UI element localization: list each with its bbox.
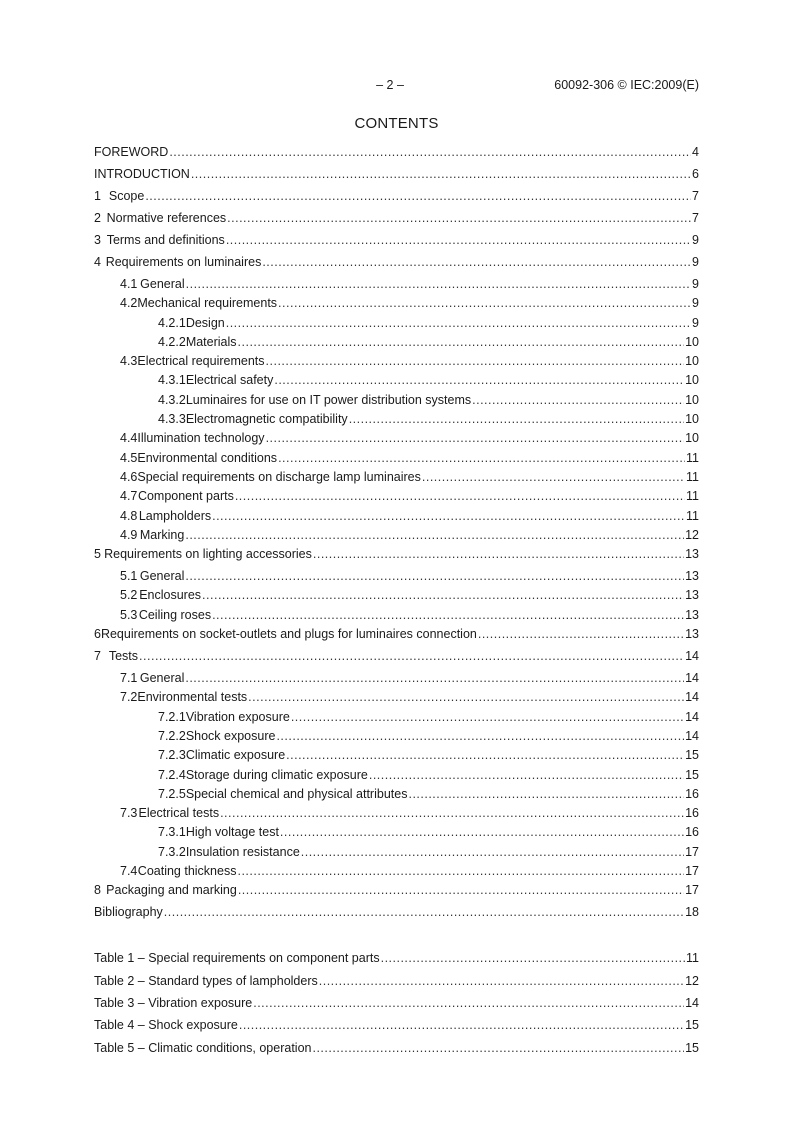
toc-entry-page: 9	[692, 315, 699, 330]
toc-entry-number: 5.1	[120, 569, 138, 584]
toc-entry-page: 9	[692, 255, 699, 269]
toc-entry-page: 4	[692, 145, 699, 159]
dot-leader	[313, 547, 684, 561]
dot-leader	[422, 470, 685, 484]
list-of-tables-entry[interactable]	[94, 996, 699, 1018]
dot-leader	[381, 951, 685, 965]
toc-entry-page: 11	[686, 489, 699, 504]
toc-entry-page: 11	[686, 508, 699, 523]
toc-entry[interactable]	[94, 547, 699, 569]
toc-entry[interactable]	[94, 211, 699, 233]
toc-entry-label: Scope	[108, 189, 145, 203]
list-of-tables-entry[interactable]	[94, 974, 699, 996]
document-reference: 60092-306 © IEC:2009(E)	[554, 78, 699, 92]
toc-entry-label: High voltage test	[185, 825, 279, 840]
dot-leader	[226, 316, 691, 330]
toc-entry-label: Bibliography	[94, 905, 163, 920]
toc-entry-number: 4.8	[120, 508, 138, 523]
toc-entry-page: 11	[686, 469, 699, 484]
toc-entry-label: Coating thickness	[137, 864, 237, 879]
toc-entry-label: Insulation resistance	[185, 844, 300, 859]
dot-leader	[319, 974, 684, 988]
toc-entry-number: 7.3	[120, 806, 138, 821]
toc-entry-label: Illumination technology	[137, 431, 265, 446]
toc-entry-label: Electrical safety	[185, 373, 274, 388]
toc-entry[interactable]	[94, 883, 699, 905]
toc-entry[interactable]	[94, 470, 699, 489]
table-entry-page: 12	[685, 973, 699, 988]
toc-entry-page: 6	[692, 167, 699, 181]
toc-entry-label: Shock exposure	[185, 728, 276, 743]
toc-entry-number: 4.5	[120, 450, 138, 465]
toc-entry-label: Ceiling roses	[138, 607, 212, 622]
toc-entry-page: 16	[685, 806, 699, 821]
toc-entry-page: 13	[685, 588, 699, 603]
toc-entry-number: 4.6	[120, 469, 138, 484]
toc-entry-label: Vibration exposure	[185, 709, 290, 724]
table-entry-page: 15	[685, 1018, 699, 1033]
dot-leader	[238, 883, 684, 897]
toc-entry[interactable]	[94, 489, 699, 508]
toc-entry[interactable]	[94, 825, 699, 844]
toc-entry[interactable]	[94, 167, 699, 189]
toc-entry[interactable]	[94, 316, 699, 335]
section-spacer	[94, 927, 699, 951]
toc-entry-number: 7.2.5	[158, 786, 186, 801]
toc-entry[interactable]	[94, 690, 699, 709]
toc-entry-page: 17	[685, 844, 699, 859]
toc-entry-number: 8	[94, 883, 101, 898]
toc-entry-number: 4.3.2	[158, 392, 186, 407]
dot-leader	[312, 1041, 684, 1055]
table-entry-label: Table 2 – Standard types of lampholders	[94, 973, 318, 988]
toc-entry-page: 13	[685, 627, 699, 642]
toc-entry-page: 14	[685, 690, 699, 705]
toc-entry-number: 7.2	[120, 690, 138, 705]
toc-entry-page: 17	[685, 864, 699, 879]
table-entry-label: Table 1 – Special requirements on component parts	[94, 951, 380, 966]
toc-entry-label: Tests	[108, 649, 139, 664]
dot-leader	[191, 167, 691, 181]
toc-entry-label: General	[139, 671, 185, 686]
toc-entry-page: 10	[685, 431, 699, 446]
toc-entry[interactable]	[94, 864, 699, 883]
toc-entry-number: 4.1	[120, 277, 138, 291]
toc-entry-page: 15	[685, 767, 699, 782]
toc-entry-label: Special chemical and physical attributes	[185, 786, 408, 801]
dot-leader	[253, 996, 684, 1010]
toc-entry-page: 7	[692, 211, 699, 225]
toc-entry-number: 4.4	[120, 431, 138, 446]
toc-entry-label: Environmental tests	[137, 690, 248, 705]
dot-leader	[278, 451, 685, 465]
toc-entry-label: Normative references	[106, 211, 227, 225]
toc-entry-number: 7.3.1	[158, 825, 186, 840]
toc-entry-page: 9	[692, 296, 699, 311]
toc-entry-number: 7	[94, 649, 101, 664]
toc-entry-label: FOREWORD	[94, 145, 169, 159]
dot-leader	[237, 864, 684, 878]
toc-entry[interactable]	[94, 277, 699, 296]
list-of-tables-entry[interactable]	[94, 1041, 699, 1063]
toc-entry-number: 3	[94, 233, 101, 247]
dot-leader	[239, 1018, 684, 1032]
toc-entry[interactable]	[94, 569, 699, 588]
dot-leader	[139, 649, 684, 663]
page-number: – 2 –	[376, 78, 404, 92]
toc-entry-label: General	[140, 277, 185, 291]
toc-entry-label: Electromagnetic compatibility	[185, 412, 348, 427]
toc-entry-page: 10	[685, 412, 699, 427]
toc-entry-label: Marking	[139, 527, 185, 542]
toc-entry-label: Component parts	[137, 489, 234, 504]
toc-entry-label: Requirements on socket-outlets and plugs for luminaires connection	[100, 627, 477, 642]
toc-entry-label: Climatic exposure	[185, 748, 286, 763]
toc-entry[interactable]	[94, 905, 699, 927]
toc-entry[interactable]	[94, 528, 699, 547]
dot-leader	[185, 528, 684, 542]
toc-entry[interactable]	[94, 451, 699, 470]
toc-entry[interactable]	[94, 296, 699, 315]
dot-leader	[291, 710, 684, 724]
toc-entry[interactable]	[94, 845, 699, 864]
toc-entry-number: 4.7	[120, 489, 138, 504]
page-title: CONTENTS	[354, 115, 439, 132]
toc-entry-page: 14	[685, 671, 699, 686]
dot-leader	[369, 768, 684, 782]
dot-leader	[212, 608, 684, 622]
dot-leader	[262, 255, 691, 269]
dot-leader	[301, 845, 684, 859]
toc-entry-number: 4.3	[120, 354, 138, 369]
dot-leader	[266, 431, 685, 445]
dot-leader	[280, 825, 684, 839]
toc-entry-page: 16	[685, 825, 699, 840]
table-entry-label: Table 3 – Vibration exposure	[94, 995, 253, 1010]
toc-entry-label: Lampholders	[138, 508, 212, 523]
dot-leader	[226, 233, 691, 247]
toc-entry-page: 14	[685, 709, 699, 724]
toc-entry-label: General	[139, 569, 185, 584]
dot-leader	[349, 412, 684, 426]
toc-entry[interactable]	[94, 671, 699, 690]
dot-leader	[145, 189, 691, 203]
toc-entry[interactable]	[94, 608, 699, 627]
toc-entry-label: Electrical tests	[138, 806, 220, 821]
dot-leader	[235, 489, 685, 503]
toc-entry-number: 7.2.2	[158, 728, 186, 743]
toc-entry[interactable]	[94, 354, 699, 373]
toc-entry-number: 4.3.3	[158, 412, 186, 427]
toc-entry-number: 7.1	[120, 671, 138, 686]
toc-entry-number: 4.2.2	[158, 334, 186, 349]
toc-entry-page: 16	[685, 786, 699, 801]
table-entry-page: 11	[686, 951, 699, 966]
dot-leader	[278, 296, 691, 310]
toc-entry-number: 4	[94, 255, 101, 269]
toc-entry-label: Design	[185, 315, 225, 330]
toc-entry-number: 6	[94, 627, 101, 642]
toc-entry-label: Luminaires for use on IT power distribution systems	[185, 392, 472, 407]
toc-entry[interactable]	[94, 145, 699, 167]
toc-entry-label: Terms and definitions	[106, 233, 225, 247]
dot-leader	[212, 509, 685, 523]
toc-entry-label: Special requirements on discharge lamp luminaires	[137, 469, 421, 484]
toc-entry-number: 5	[94, 547, 101, 562]
toc-entry-number: 4.2.1	[158, 315, 186, 330]
toc-entry[interactable]	[94, 509, 699, 528]
dot-leader	[169, 145, 691, 159]
dot-leader	[266, 354, 685, 368]
toc-entry-page: 13	[685, 569, 699, 584]
toc-entry-page: 14	[685, 728, 699, 743]
dot-leader	[220, 806, 684, 820]
toc-entry-number: 5.3	[120, 607, 138, 622]
dot-leader	[286, 748, 684, 762]
toc-entry-label: Packaging and marking	[106, 883, 237, 898]
toc-entry-page: 14	[685, 649, 699, 664]
toc-entry-number: 7.2.4	[158, 767, 186, 782]
toc-entry-page: 11	[686, 450, 699, 465]
toc-entry-label: Storage during climatic exposure	[185, 767, 368, 782]
toc-entry[interactable]	[94, 787, 699, 806]
toc-entry-page: 17	[685, 883, 699, 898]
dot-leader	[276, 729, 684, 743]
table-entry-page: 14	[685, 995, 699, 1010]
dot-leader	[248, 690, 684, 704]
toc-entry[interactable]	[94, 748, 699, 767]
toc-entry-page: 9	[692, 277, 699, 291]
list-of-tables-entry[interactable]	[94, 951, 699, 973]
toc-entry-page: 10	[685, 373, 699, 388]
toc-entry-page: 13	[685, 547, 699, 562]
toc-entry-label: Enclosures	[139, 588, 202, 603]
toc-entry-number: 4.2	[120, 296, 138, 311]
toc-entry[interactable]	[94, 335, 699, 354]
dot-leader	[227, 211, 691, 225]
toc-entry[interactable]	[94, 627, 699, 649]
toc-entry-page: 15	[685, 748, 699, 763]
toc-entry-number: 4.9	[120, 527, 138, 542]
toc-entry[interactable]	[94, 806, 699, 825]
dot-leader	[478, 627, 684, 641]
toc-entry-number: 7.3.2	[158, 844, 186, 859]
dot-leader	[238, 335, 685, 349]
table-of-contents	[94, 145, 699, 1063]
toc-entry-page: 10	[685, 392, 699, 407]
toc-entry-label: Materials	[185, 334, 237, 349]
dot-leader	[202, 588, 684, 602]
table-entry-label: Table 4 – Shock exposure	[94, 1018, 238, 1033]
toc-entry-label: Mechanical requirements	[137, 296, 278, 311]
toc-entry[interactable]	[94, 588, 699, 607]
toc-entry[interactable]	[94, 373, 699, 392]
toc-entry-number: 7.2.1	[158, 709, 186, 724]
dot-leader	[185, 671, 684, 685]
toc-entry-label: Environmental conditions	[137, 450, 278, 465]
toc-entry[interactable]	[94, 255, 699, 277]
toc-entry-label: Electrical requirements	[137, 354, 265, 369]
toc-entry-number: 5.2	[120, 588, 138, 603]
toc-entry-page: 10	[685, 354, 699, 369]
toc-entry-page: 10	[685, 334, 699, 349]
toc-entry-label: Requirements on luminaires	[105, 255, 262, 269]
toc-entry-number: 7.2.3	[158, 748, 186, 763]
dot-leader	[408, 787, 684, 801]
dot-leader	[185, 569, 684, 583]
toc-entry-number: 2	[94, 211, 101, 225]
dot-leader	[164, 905, 684, 919]
toc-entry[interactable]	[94, 412, 699, 431]
toc-entry-number: 7.4	[120, 864, 138, 879]
list-of-tables-entry[interactable]	[94, 1018, 699, 1040]
toc-entry[interactable]	[94, 393, 699, 412]
table-entry-label: Table 5 – Climatic conditions, operation	[94, 1040, 312, 1055]
dot-leader	[186, 277, 691, 291]
toc-entry-page: 7	[692, 189, 699, 203]
toc-entry[interactable]	[94, 649, 699, 671]
toc-entry-page: 18	[685, 905, 699, 920]
toc-entry[interactable]	[94, 189, 699, 211]
toc-entry[interactable]	[94, 768, 699, 787]
toc-entry-page: 13	[685, 607, 699, 622]
toc-entry-label: Requirements on lighting accessories	[104, 547, 312, 562]
table-entry-page: 15	[685, 1040, 699, 1055]
dot-leader	[274, 373, 684, 387]
toc-entry-label: INTRODUCTION	[94, 167, 190, 181]
toc-entry-page: 9	[692, 233, 699, 247]
toc-entry[interactable]	[94, 233, 699, 255]
toc-entry-number: 4.3.1	[158, 373, 186, 388]
toc-entry-page: 12	[685, 527, 699, 542]
toc-entry[interactable]	[94, 710, 699, 729]
toc-entry-number: 1	[94, 189, 101, 203]
toc-entry[interactable]	[94, 729, 699, 748]
toc-entry[interactable]	[94, 431, 699, 450]
dot-leader	[472, 393, 684, 407]
